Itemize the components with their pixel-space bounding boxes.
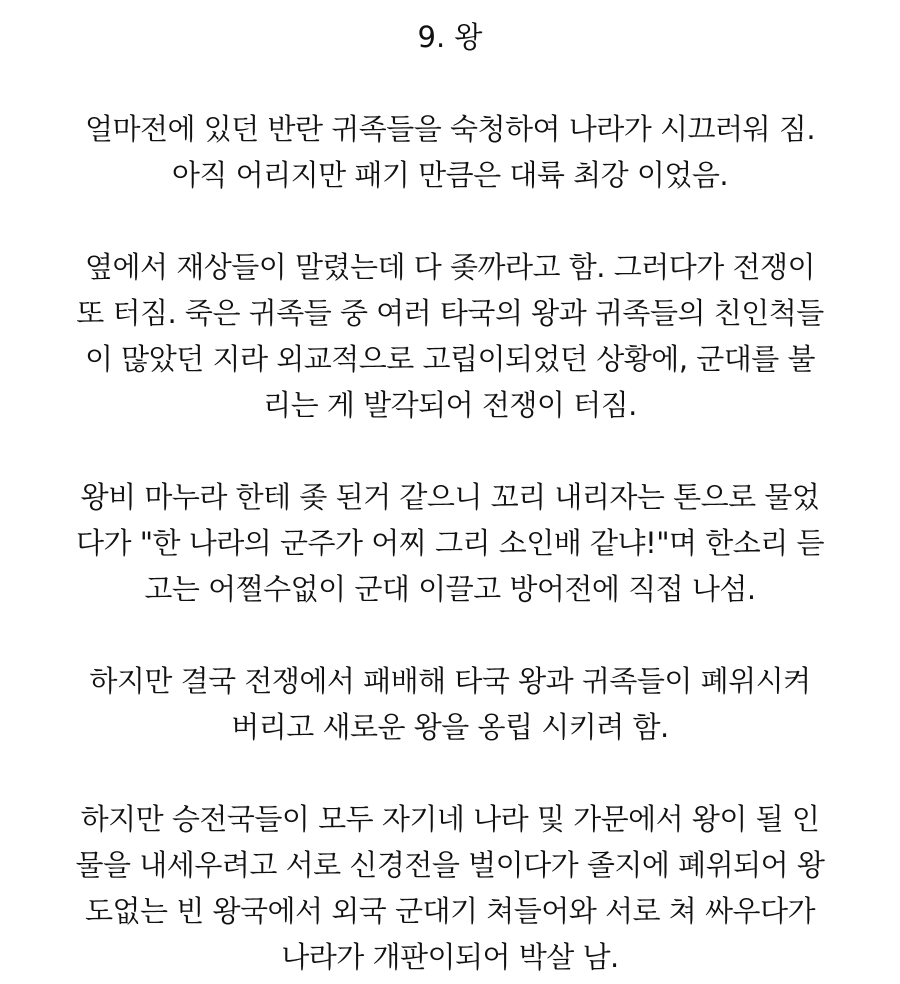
section-title: 9. 왕 — [417, 20, 483, 54]
text-line: 물을 내세우려고 서로 신경전을 벌이다가 졸지에 폐위되어 왕 — [75, 848, 825, 882]
text-line: 나라가 개판이되어 박살 남. — [281, 940, 619, 974]
paragraph-4 — [30, 658, 870, 750]
paragraph-1 — [30, 106, 870, 198]
paragraph-2 — [30, 244, 870, 428]
paragraph-5 — [30, 796, 870, 980]
text-line: 리는 게 발각되어 전쟁이 터짐. — [263, 388, 637, 422]
text-line: 얼마전에 있던 반란 귀족들을 숙청하여 나라가 시끄러워 짐. — [84, 112, 816, 146]
text-line: 다가 "한 나라의 군주가 어찌 그리 소인배 같냐!"며 한소리 듣 — [75, 526, 825, 560]
text-line: 하지만 승전국들이 모두 자기네 나라 및 가문에서 왕이 될 인 — [80, 802, 820, 836]
text-line: 하지만 결국 전쟁에서 패배해 타국 왕과 귀족들이 폐위시켜 — [89, 664, 811, 698]
text-line: 왕비 마누라 한테 좆 된거 같으니 꼬리 내리자는 톤으로 물었 — [80, 480, 820, 514]
text-line: 고는 어쩔수없이 군대 이끌고 방어전에 직접 나섬. — [144, 572, 756, 606]
text-line: 도없는 빈 왕국에서 외국 군대기 쳐들어와 서로 쳐 싸우다가 — [84, 894, 816, 928]
text-line: 또 터짐. 죽은 귀족들 중 여러 타국의 왕과 귀족들의 친인척들 — [76, 296, 824, 330]
text-line: 이 많았던 지라 외교적으로 고립이되었던 상황에, 군대를 불 — [84, 342, 816, 376]
text-line: 버리고 새로운 왕을 옹립 시키려 함. — [231, 710, 669, 744]
text-line: 옆에서 재상들이 말렸는데 다 좆까라고 함. 그러다가 전쟁이 — [84, 250, 816, 284]
paragraph-3 — [30, 474, 870, 612]
text-line: 아직 어리지만 패기 만큼은 대륙 최강 이었음. — [171, 158, 729, 192]
